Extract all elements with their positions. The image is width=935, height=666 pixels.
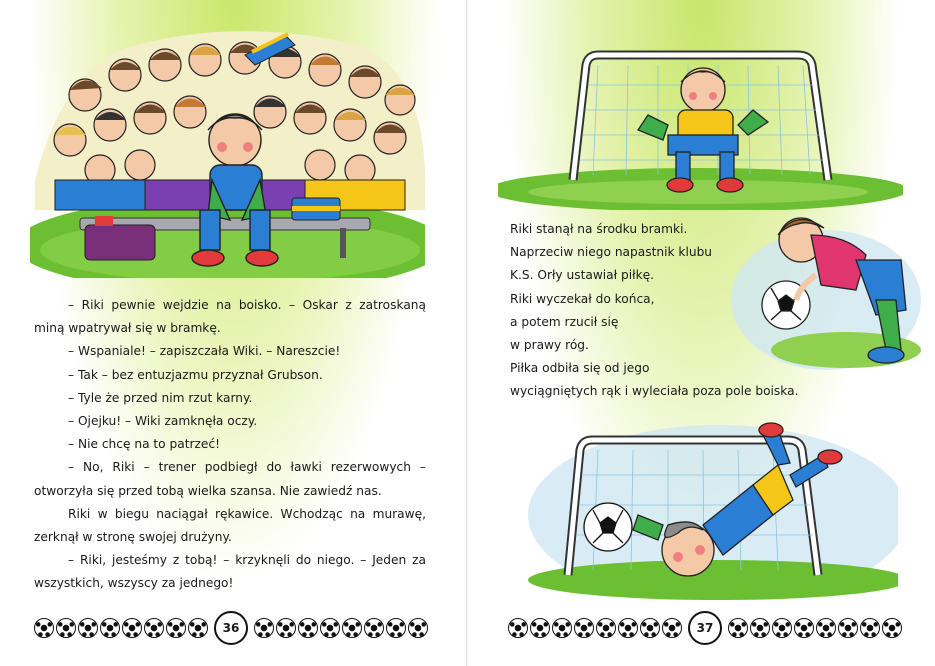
text-line: Riki wyczekał do końca,: [510, 291, 655, 306]
football-icon: [618, 618, 638, 638]
paragraph: Riki w biegu naciągał rękawice. Wchodząc na murawę, zerknął w stronę swojej drużyny.: [34, 506, 426, 545]
goalkeeper-in-goal-illustration: [498, 40, 903, 210]
page-right: [468, 0, 935, 666]
page-number: 37: [688, 611, 722, 645]
left-page-text: [34, 294, 426, 596]
football-icon: [386, 618, 406, 638]
paragraph: – Riki pewnie wejdzie na boisko. – Oskar z zatroskaną miną wpatrywał się w bramkę.: [34, 298, 426, 336]
text-line: w prawy róg.: [510, 338, 589, 353]
football-icon: [320, 618, 340, 638]
text-line: a potem rzucił się: [510, 314, 619, 329]
paragraph: – Ojejku! – Wiki zamknęła oczy.: [68, 414, 258, 429]
paragraph: – Tak – bez entuzjazmu przyznał Grubson.: [68, 367, 323, 382]
paragraph: – No, Riki – trener podbiegł do ławki rezerwowych – otworzyła się przed tobą wielka szansa. Nie zawiedź nas.: [34, 460, 426, 498]
football-icon: [408, 618, 428, 638]
football-icon: [838, 618, 858, 638]
paragraph: – Wspaniale! – zapiszczała Wiki. – Nareszcie!: [68, 344, 341, 359]
football-icon: [574, 618, 594, 638]
football-icon: [122, 618, 142, 638]
football-icon: [794, 618, 814, 638]
football-icon: [596, 618, 616, 638]
right-footer: [508, 608, 902, 648]
football-icon: [728, 618, 748, 638]
text-line: wyciągniętych rąk i wyleciała poza pole boiska.: [510, 384, 799, 399]
football-icon: [860, 618, 880, 638]
football-icon: [508, 618, 528, 638]
ball-row-right: [728, 618, 902, 638]
left-footer: [34, 608, 428, 648]
text-line: K.S. Orły ustawiał piłkę.: [510, 268, 655, 283]
football-icon: [750, 618, 770, 638]
football-icon: [552, 618, 572, 638]
football-icon: [188, 618, 208, 638]
football-icon: [34, 618, 54, 638]
paragraph: – Nie chcę na to patrzeć!: [68, 437, 220, 452]
text-line: Naprzeciw niego napastnik klubu: [510, 245, 713, 260]
football-icon: [662, 618, 682, 638]
football-icon: [816, 618, 836, 638]
football-icon: [882, 618, 902, 638]
paragraph: – Riki, jesteśmy z tobą! – krzyknęli do niego. – Jeden za wszystkich, wszyscy za jednego!: [34, 553, 426, 591]
football-icon: [298, 618, 318, 638]
football-icon: [772, 618, 792, 638]
page-number: 36: [214, 611, 248, 645]
football-icon: [100, 618, 120, 638]
football-icon: [276, 618, 296, 638]
football-icon: [640, 618, 660, 638]
right-page-text: [510, 218, 799, 404]
football-icon: [364, 618, 384, 638]
football-icon: [56, 618, 76, 638]
ball-row-left: [508, 618, 682, 638]
paragraph: – Tyle że przed nim rzut karny.: [68, 390, 253, 405]
football-icon: [144, 618, 164, 638]
football-icon: [78, 618, 98, 638]
text-line: Piłka odbiła się od jego: [510, 361, 650, 376]
diving-goalkeeper-illustration: [528, 405, 898, 600]
football-icon: [530, 618, 550, 638]
page-left: [0, 0, 467, 666]
football-icon: [166, 618, 186, 638]
football-icon: [254, 618, 274, 638]
ball-row-right: [254, 618, 428, 638]
ball-row-left: [34, 618, 208, 638]
football-icon: [342, 618, 362, 638]
crowd-bench-illustration: [30, 20, 425, 278]
text-line: Riki stanął na środku bramki.: [510, 222, 688, 236]
